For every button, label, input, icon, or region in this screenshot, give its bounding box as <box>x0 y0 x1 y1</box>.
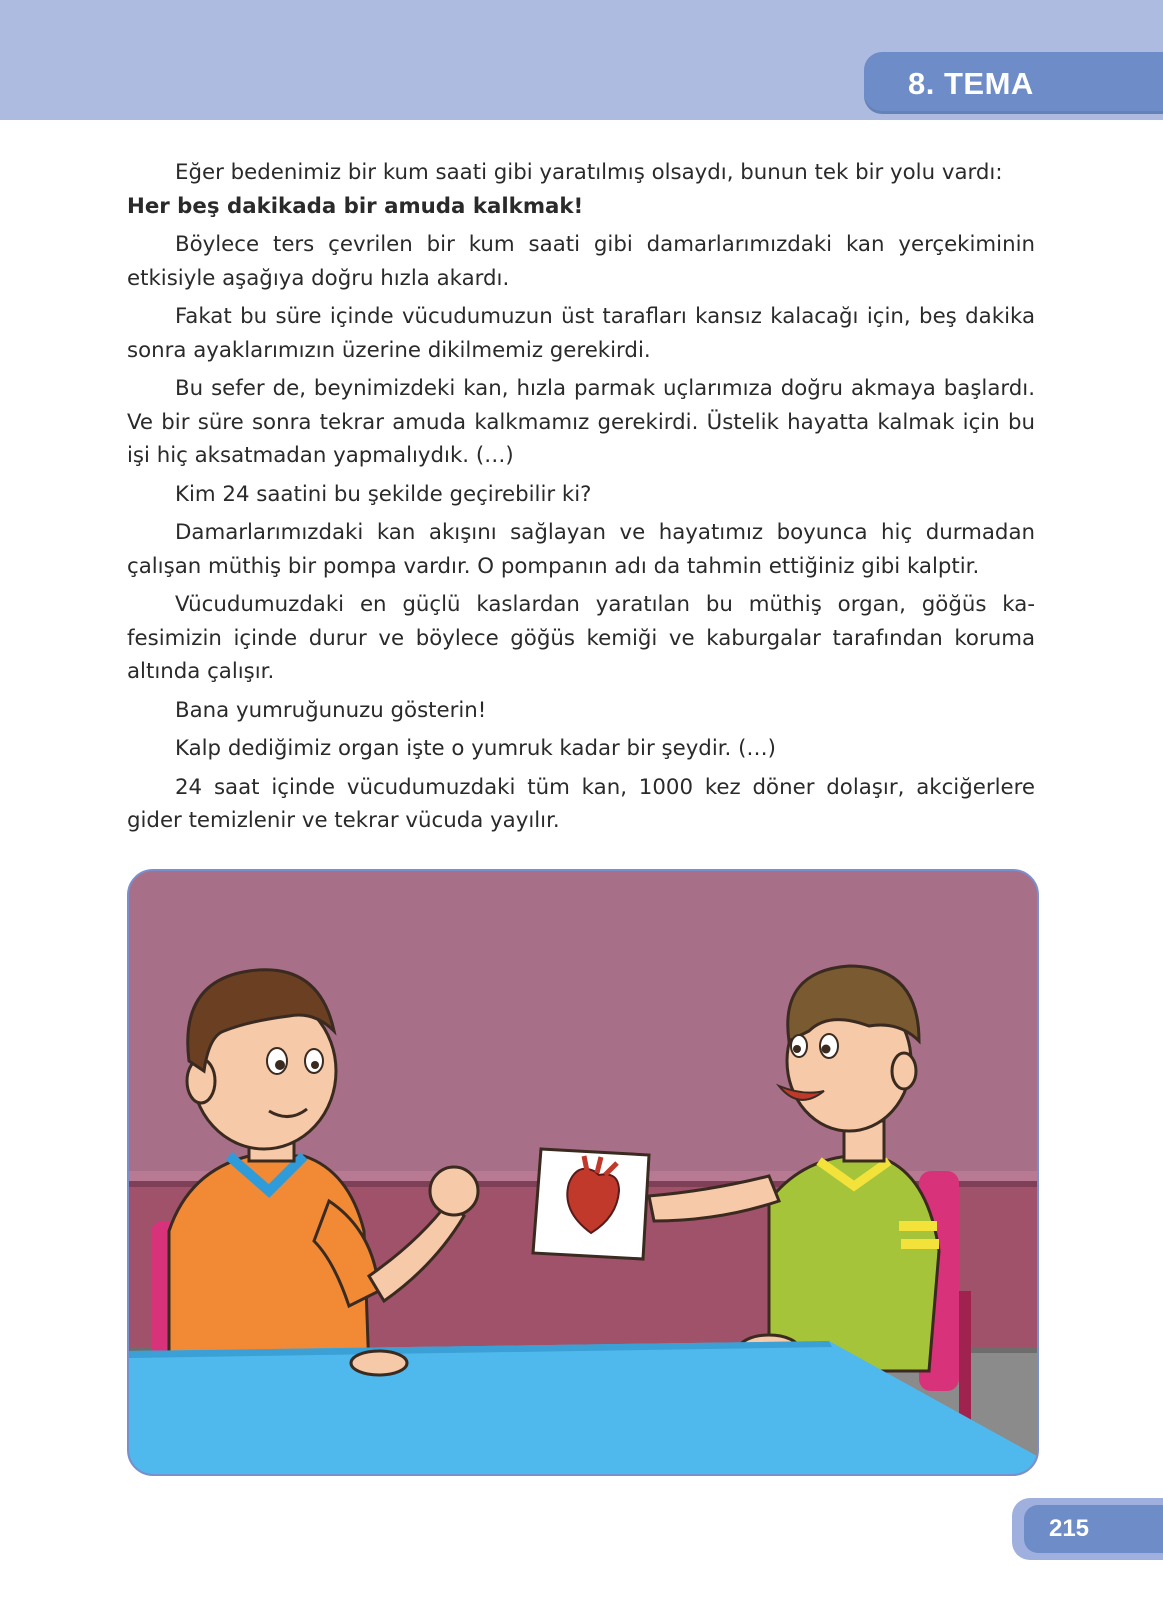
bold-paragraph: Her beş dakikada bir amuda kalkmak! <box>127 193 584 219</box>
illustration-boys-with-heart-card <box>127 869 1039 1476</box>
theme-label: 8. TEMA <box>908 66 1034 101</box>
heart-card <box>533 1149 649 1259</box>
paragraph: Fakat bu süre içinde vücudumuzun üst tarafları kansız kalacağı için, beş dakika sonra ayaklarımızın üzerine dikilmemiz gerekirdi. <box>127 304 1035 363</box>
paragraph: Vücudumuzdaki en güçlü kaslardan yaratılan bu müthiş organ, göğüs kafesimizin içinde durur ve böylece göğüs kemiği ve kaburgalar tarafından koruma altında çalışır. <box>127 592 1035 684</box>
paragraph: Böylece ters çevrilen bir kum saati gibi damarlarımızdaki kan yerçekiminin etkisiyle aşağıya doğru hızla akardı. <box>127 232 1035 291</box>
paragraph: Bu sefer de, beynimizdeki kan, hızla parmak uçlarımıza doğru akmaya başlardı. Ve bir süre sonra tekrar amuda kalkmamız gerekirdi. Üstelik hayatta kalmak için bu işi hiç aksatmadan yapmalıydık. (…) <box>127 376 1035 468</box>
paragraph: Kalp dediğimiz organ işte o yumruk kadar bir şeydir. (…) <box>175 736 776 761</box>
paragraph: Eğer bedenimiz bir kum saati gibi yaratılmış olsaydı, bunun tek bir yolu vardı: <box>175 160 1003 185</box>
text-body <box>127 156 1035 843</box>
paragraph: Bana yumruğunuzu gösterin! <box>175 697 487 723</box>
page-number: 215 <box>1048 1515 1090 1542</box>
paragraph: Damarlarımızdaki kan akışını sağlayan ve hayatımız boyunca hiç durmadan çalışan müthiş bir pompa vardır. O pompanın adı da tahmin ettiğiniz gibi kalptir. <box>127 520 1035 579</box>
paragraph: 24 saat içinde vücudumuzdaki tüm kan, 1000 kez döner dolaşır, akciğerlere gider temizlenir ve tekrar vücuda yayılır. <box>127 774 1035 833</box>
paragraph: Kim 24 saatini bu şekilde geçirebilir ki? <box>175 481 592 507</box>
